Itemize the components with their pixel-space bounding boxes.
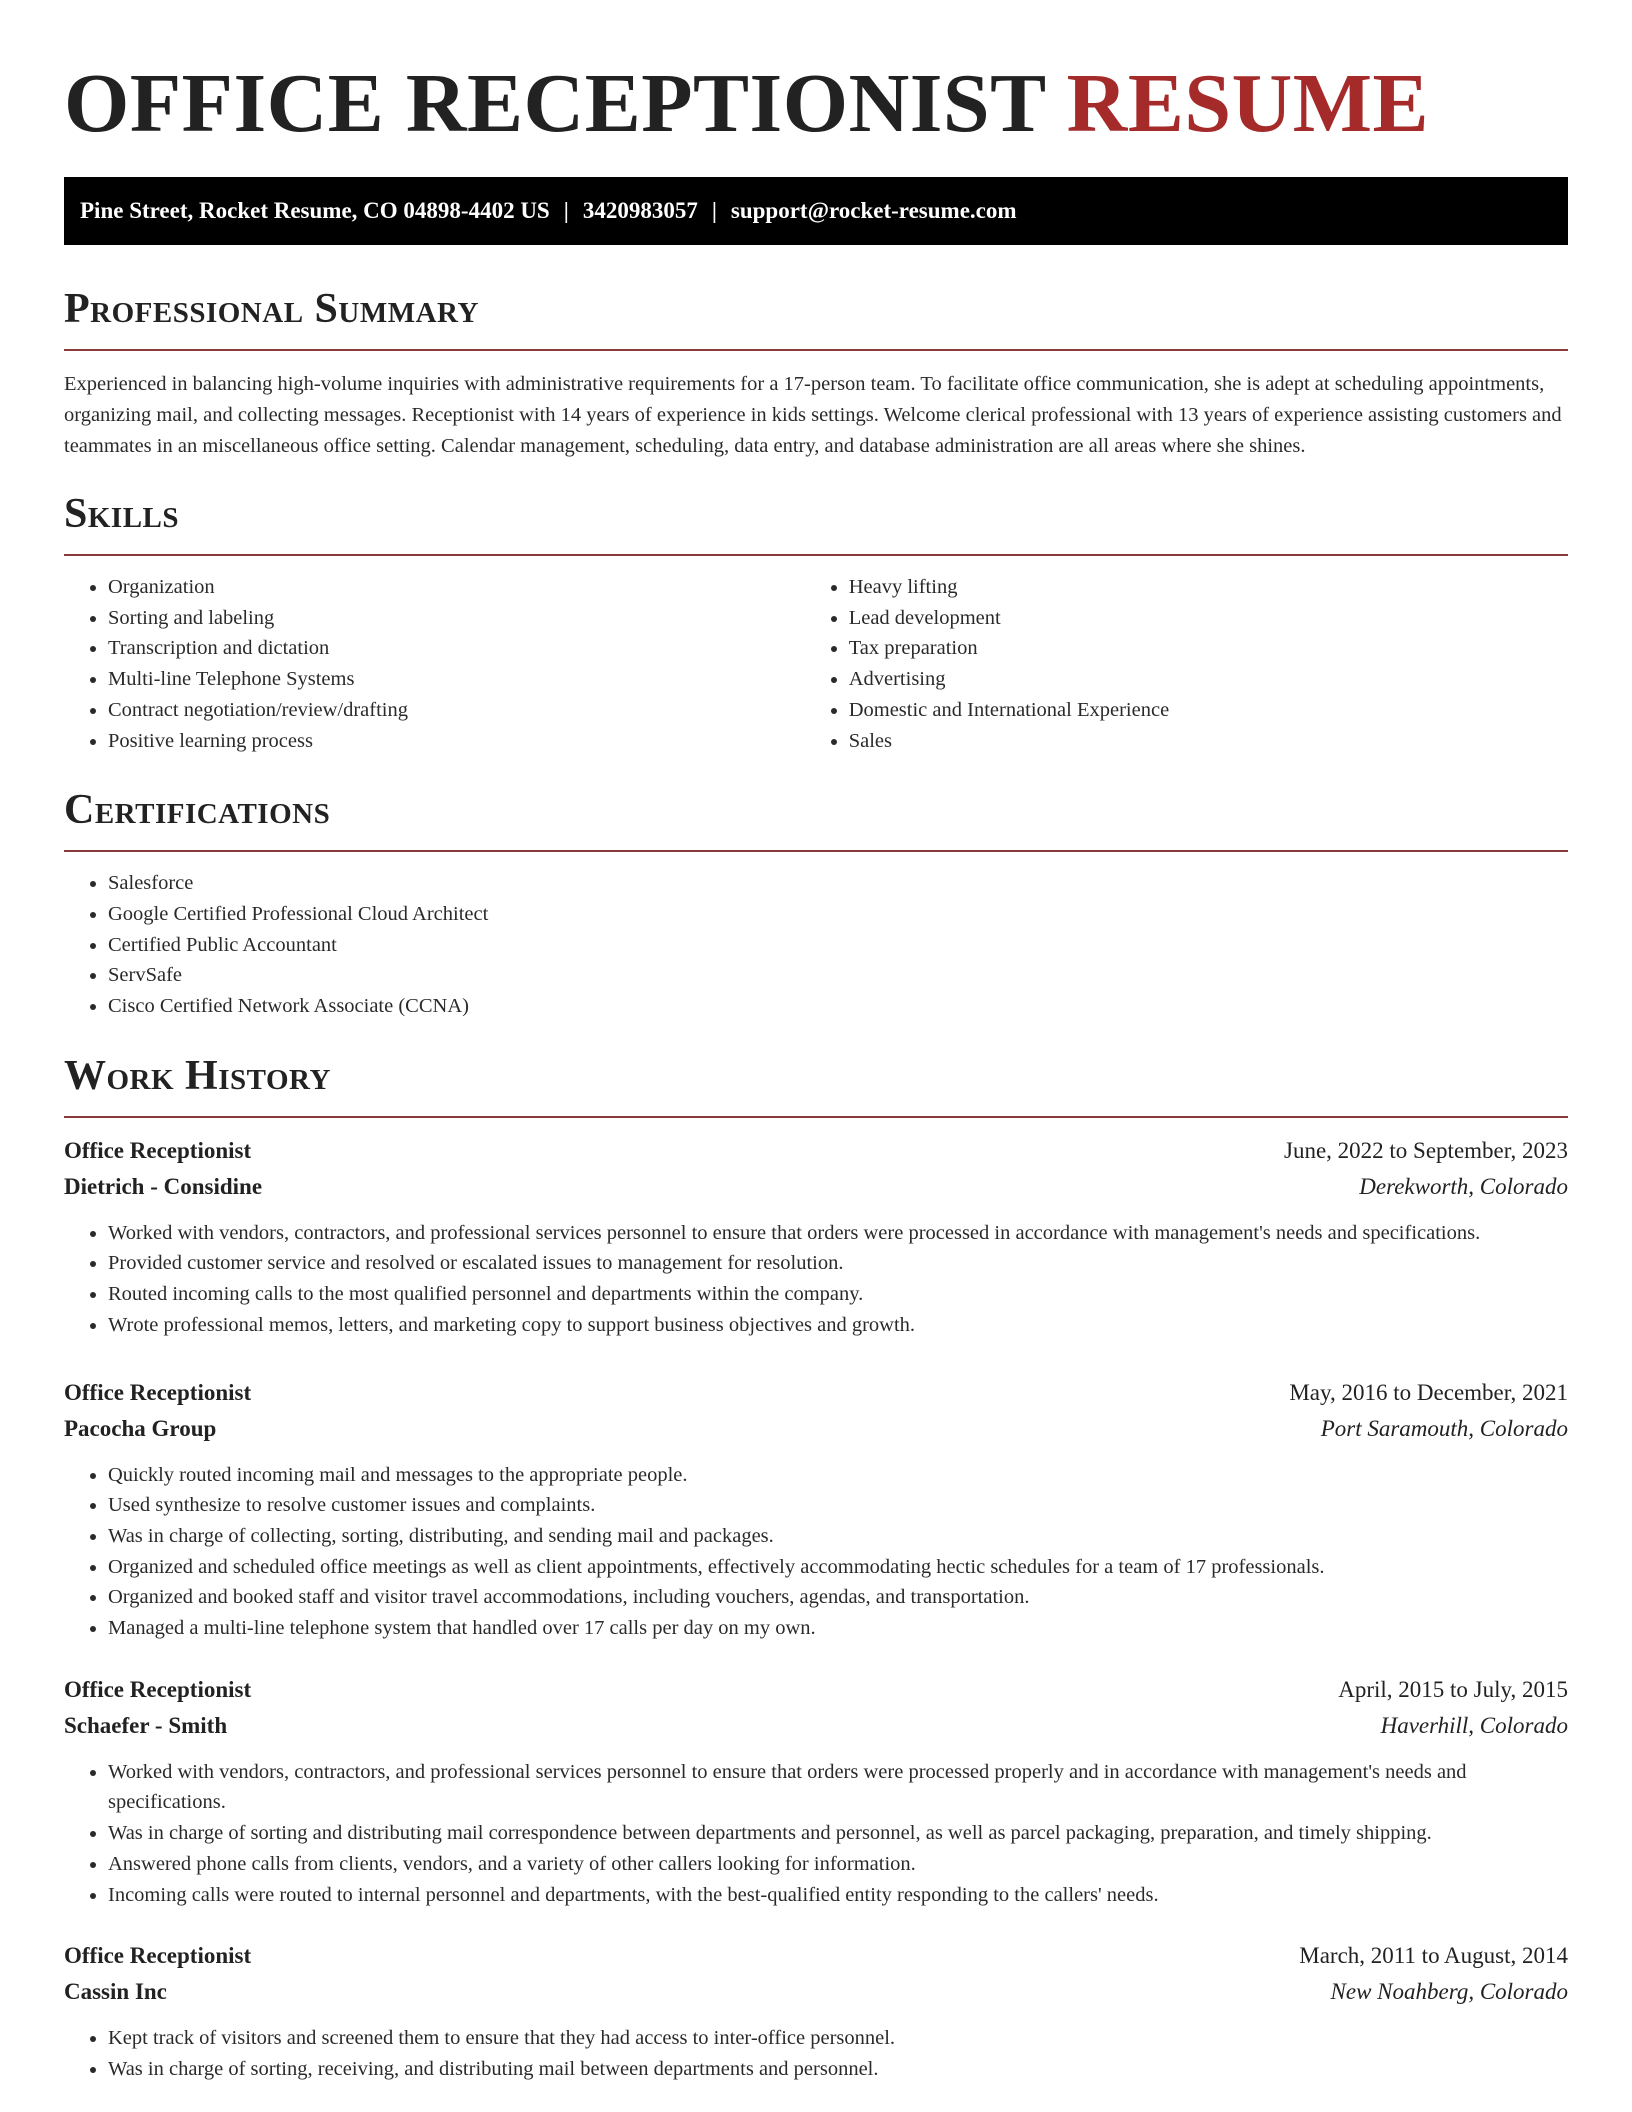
certification-item: • Salesforce: [108, 868, 1568, 899]
section-heading-summary: Professional Summary: [64, 286, 479, 332]
job-duty-item: • Organized and booked staff and visitor travel accommodations, including vouchers, agendas, and transportation.: [108, 1582, 1568, 1613]
job-dates: June, 2022 to September, 2023: [1284, 1137, 1568, 1163]
job-header-row: [64, 1375, 1568, 1411]
job-duty-item: • Managed a multi-line telephone system that handled over 17 calls per day on my own.: [108, 1613, 1568, 1644]
job-duty-item: • Answered phone calls from clients, vendors, and a variety of other callers looking for information.: [108, 1849, 1568, 1880]
job-duties-list: [64, 2023, 1568, 2084]
job-duty-item: • Was in charge of collecting, sorting, distributing, and sending mail and packages.: [108, 1521, 1568, 1552]
job-duties-list: [64, 1460, 1568, 1644]
job-company-row: [64, 1169, 1568, 1205]
job-duty-item: • Was in charge of sorting and distributing mail correspondence between departments and personnel, as well as parcel packaging, preparation, and timely shipping.: [108, 1818, 1568, 1849]
job-company: Pacocha Group: [64, 1415, 217, 1441]
job-duty-item: • Was in charge of sorting, receiving, and distributing mail between departments and personnel.: [108, 2054, 1568, 2085]
contact-email: support@rocket-resume.com: [730, 198, 1017, 223]
skill-item: • Sorting and labeling: [108, 603, 805, 634]
skills-list-right: [805, 572, 1568, 756]
job-duties-list: [64, 1218, 1568, 1341]
skill-item: • Domestic and International Experience: [849, 695, 1568, 726]
skills-grid: [64, 572, 1568, 756]
work-history-section: [64, 1050, 1568, 2085]
job-duty-item: • Quickly routed incoming mail and messages to the appropriate people.: [108, 1460, 1568, 1491]
title-accent: RESUME: [1066, 57, 1430, 150]
job-location: Derekworth, Colorado: [1359, 1173, 1568, 1199]
contact-separator: |: [563, 198, 569, 223]
certifications-list: [64, 868, 1568, 1022]
job-header-row: [64, 1938, 1568, 1974]
job-duty-item: • Used synthesize to resolve customer issues and complaints.: [108, 1490, 1568, 1521]
section-divider: [64, 554, 1568, 556]
job-duty-item: • Kept track of visitors and screened them to ensure that they had access to inter-office personnel.: [108, 2023, 1568, 2054]
job-company: Cassin Inc: [64, 1979, 167, 2005]
certification-item: • Certified Public Accountant: [108, 930, 1568, 961]
skill-item: • Multi-line Telephone Systems: [108, 664, 805, 695]
skills-list-left: [64, 572, 805, 756]
job-dates: April, 2015 to July, 2015: [1338, 1676, 1568, 1702]
certification-item: • Google Certified Professional Cloud Architect: [108, 899, 1568, 930]
job-entry: [64, 1938, 1568, 2084]
job-header-row: [64, 1133, 1568, 1169]
job-entry: [64, 1375, 1568, 1644]
job-location: Haverhill, Colorado: [1380, 1712, 1568, 1738]
skill-item: • Contract negotiation/review/drafting: [108, 695, 805, 726]
job-duty-item: • Worked with vendors, contractors, and professional services personnel to ensure that orders were processed in accordance with management's needs and specifications.: [108, 1218, 1568, 1249]
skills-section: [64, 488, 1568, 756]
skill-item: • Advertising: [849, 664, 1568, 695]
job-duty-item: • Provided customer service and resolved or escalated issues to management for resolution.: [108, 1248, 1568, 1279]
job-title: Office Receptionist: [64, 1676, 252, 1702]
section-heading-certifications: Certifications: [64, 787, 331, 834]
certification-item: • ServSafe: [108, 960, 1568, 991]
job-header-row: [64, 1672, 1568, 1708]
skill-item: • Sales: [849, 726, 1568, 757]
section-divider: [64, 349, 1568, 351]
certifications-section: [64, 784, 1568, 1022]
summary-section: [64, 283, 1568, 462]
skill-item: • Positive learning process: [108, 726, 805, 757]
job-company-row: [64, 1708, 1568, 1744]
resume-title: [64, 0, 1568, 152]
skill-item: • Heavy lifting: [849, 572, 1568, 603]
job-location: Port Saramouth, Colorado: [1320, 1415, 1568, 1441]
title-main: OFFICE RECEPTIONIST: [64, 57, 1046, 150]
contact-phone: 3420983057: [582, 198, 698, 223]
contact-bar: [64, 177, 1568, 245]
job-duty-item: • Routed incoming calls to the most qualified personnel and departments within the company.: [108, 1279, 1568, 1310]
job-company-row: [64, 1411, 1568, 1447]
job-title: Office Receptionist: [64, 1379, 252, 1405]
job-duty-item: • Worked with vendors, contractors, and professional services personnel to ensure that orders were processed properly and in accordance with management's needs and specifications.: [108, 1757, 1568, 1818]
job-title: Office Receptionist: [64, 1943, 252, 1969]
job-location: New Noahberg, Colorado: [1330, 1979, 1568, 2005]
skill-item: • Organization: [108, 572, 805, 603]
contact-separator: |: [711, 198, 717, 223]
skill-item: • Tax preparation: [849, 633, 1568, 664]
skill-item: • Lead development: [849, 603, 1568, 634]
job-company-row: [64, 1974, 1568, 2010]
job-company: Dietrich - Considine: [64, 1173, 263, 1199]
summary-text: Experienced in balancing high-volume inquiries with administrative requirements for a 17-person team. To facilitate office communication, she is adept at scheduling appointments, organizing mail, and collecting messages. Receptionist with 14 years of experience in kids settings. Welcome clerical professional with 13 years of experience assisting customers and teammates in an miscellaneous office setting. Calendar management, scheduling, data entry, and database administration are all areas where she shines.: [64, 373, 1562, 457]
job-dates: May, 2016 to December, 2021: [1289, 1379, 1568, 1405]
section-divider: [64, 1116, 1568, 1118]
certification-item: • Cisco Certified Network Associate (CCNA): [108, 991, 1568, 1022]
section-divider: [64, 850, 1568, 852]
job-duty-item: • Organized and scheduled office meetings as well as client appointments, effectively accommodating hectic schedules for a team of 17 professionals.: [108, 1552, 1568, 1583]
job-duty-item: • Incoming calls were routed to internal personnel and departments, with the best-qualified entity responding to the callers' needs.: [108, 1880, 1568, 1911]
section-heading-skills: Skills: [64, 491, 180, 537]
section-heading-work-history: Work History: [64, 1052, 331, 1099]
skill-item: • Transcription and dictation: [108, 633, 805, 664]
contact-address: Pine Street, Rocket Resume, CO 04898-4402 US: [80, 198, 550, 223]
job-dates: March, 2011 to August, 2014: [1299, 1943, 1568, 1969]
job-duties-list: [64, 1757, 1568, 1911]
job-duty-item: • Wrote professional memos, letters, and marketing copy to support business objectives and growth.: [108, 1310, 1568, 1341]
job-title: Office Receptionist: [64, 1137, 252, 1163]
job-entry: [64, 1672, 1568, 1911]
job-entry: [64, 1133, 1568, 1341]
job-company: Schaefer - Smith: [64, 1712, 228, 1738]
